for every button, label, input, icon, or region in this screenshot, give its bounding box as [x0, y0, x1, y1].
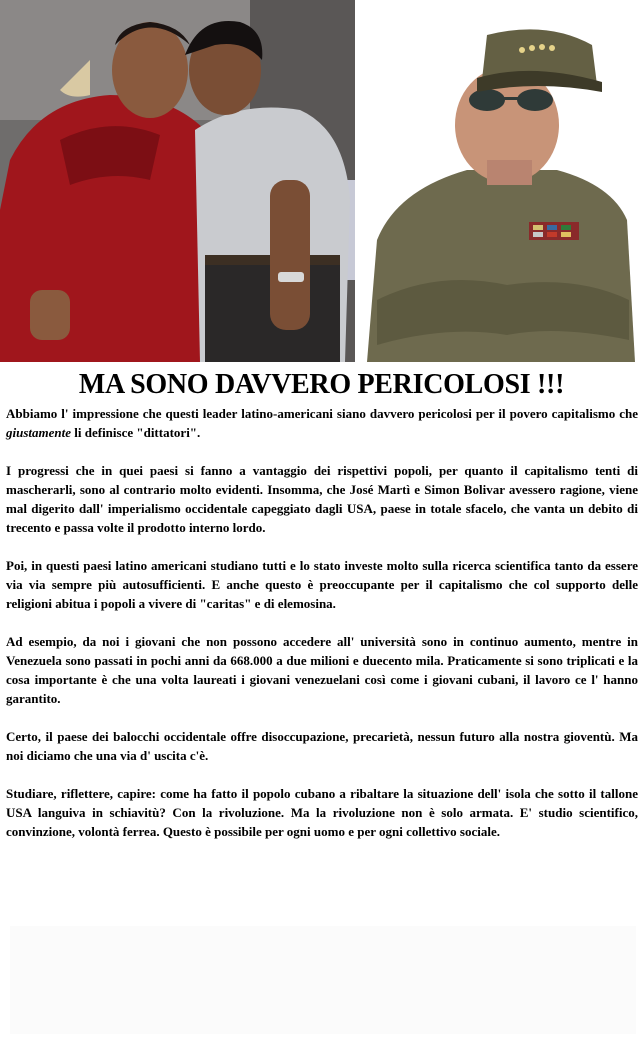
paragraph-1 [6, 404, 638, 442]
paragraph-2: I progressi che in quei paesi si fanno a vantaggio dei rispettivi popoli, per quanto il capitalismo tenti di mascherarli, sono al contrario molto evidenti. Insomma, che José Martì e Simon Bolivar avessero ragione, viene mal digerito dall' imperialismo occidentale capeggiato dagli USA, paese in totale sfacelo, che vanta un debito di trecento e passa volte il prodotto interno lordo. [6, 463, 638, 535]
paragraph-5: Certo, il paese dei balocchi occidentale offre disoccupazione, precarietà, nessun futuro alla nostra gioventù. Ma noi diciamo che una via d' uscita c'è. [6, 729, 638, 763]
photo-two-leaders [0, 0, 355, 362]
photo-general-illustration [357, 0, 643, 362]
article-body [6, 404, 638, 860]
blank-footer-area [10, 926, 636, 1034]
paragraph-1-before: Abbiamo l' impressione che questi leader latino-americani siano davvero pericolosi per il povero capitalismo che [6, 406, 638, 421]
paragraph-4: Ad esempio, da noi i giovani che non possono accedere all' università sono in continuo aumento, mentre in Venezuela sono passati in pochi anni da 668.000 a due milioni e duecento mila. Praticamente si sono triplicati e la cosa importante è che una volta laureati i giovani venezuelani così come i giovani cubani, il lavoro ce l' hanno garantito. [6, 634, 638, 706]
paragraph-1-emphasis: giustamente [6, 425, 72, 440]
paragraph-1-after: li definisce "dittatori". [71, 425, 201, 440]
photo-row [0, 0, 643, 362]
photo-general [357, 0, 643, 362]
paragraph-3: Poi, in questi paesi latino americani studiano tutti e lo stato investe molto sulla ricerca scientifica tanto da essere via via sempre più autosufficienti. E anche questo è preoccupante per il capitalismo che col supporto delle religioni abitua i popoli a vivere di "caritas" e di elemosina. [6, 558, 638, 611]
photo-two-leaders-illustration [0, 0, 355, 362]
headline: MA SONO DAVVERO PERICOLOSI !!! [78, 369, 565, 400]
paragraph-6: Studiare, riflettere, capire: come ha fatto il popolo cubano a ribaltare la situazione dell' isola che sotto il tallone USA languiva in schiavitù? Con la rivoluzione. Ma la rivoluzione non è solo armata. E' studio scientifico, convinzione, volontà ferrea. Questo è possibile per ogni uomo e per ogni collettivo sociale. [6, 786, 638, 839]
